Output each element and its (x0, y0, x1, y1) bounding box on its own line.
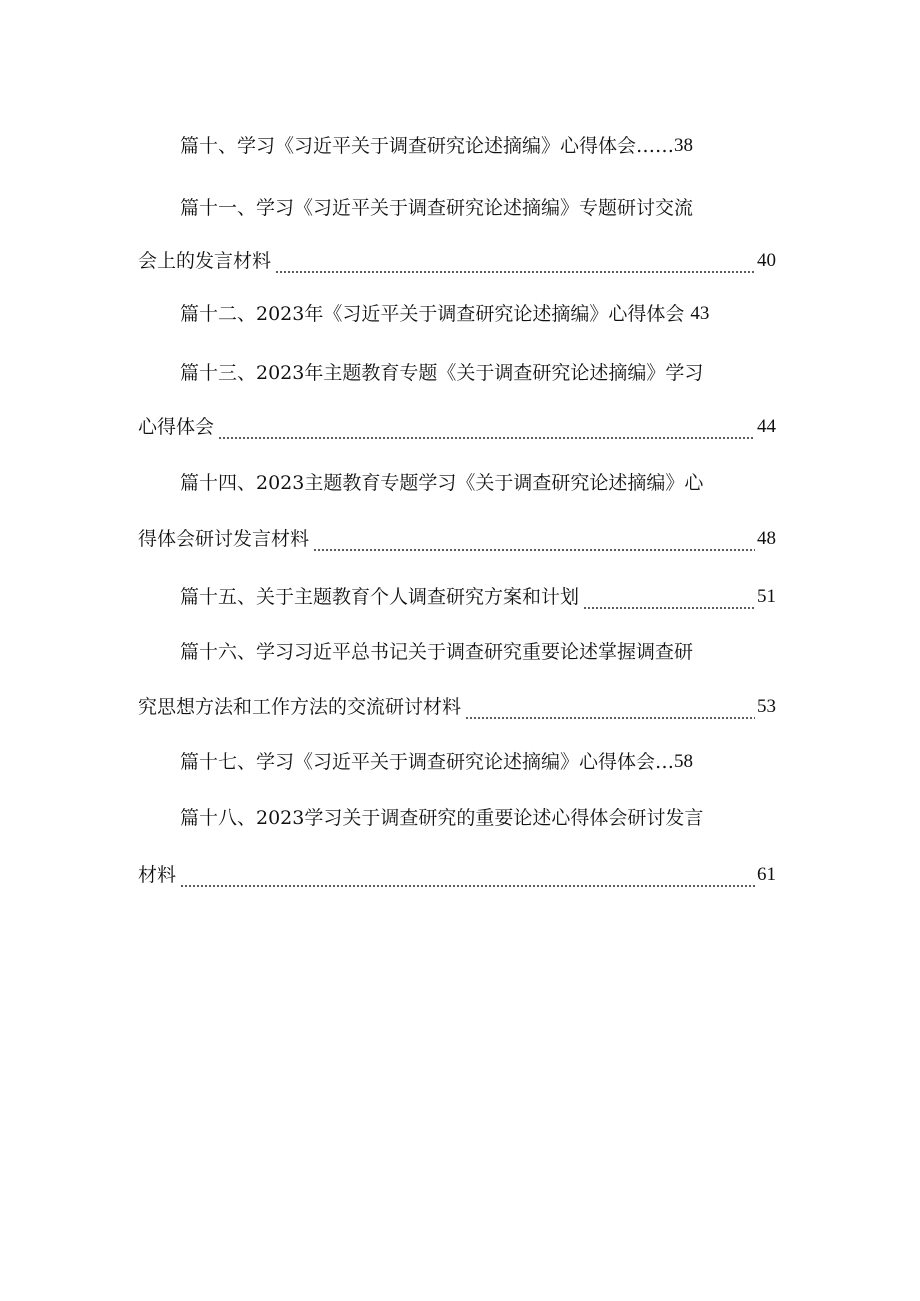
toc-page-number: 58 (674, 751, 694, 772)
toc-entry-13-continued[interactable] (138, 410, 776, 444)
dot-leader (465, 706, 755, 720)
toc-page-number: 43 (690, 303, 710, 324)
toc-page-number: 44 (757, 416, 776, 437)
toc-entry-18[interactable] (180, 801, 776, 835)
toc-entry-14[interactable] (180, 466, 776, 500)
toc-entry-13[interactable] (180, 356, 776, 390)
toc-entry-15[interactable] (180, 580, 776, 614)
toc-page-number: 61 (757, 864, 776, 885)
toc-entry-title: 篇十六、学习习近平总书记关于调查研究重要论述掌握调查研 (180, 641, 694, 663)
toc-entry-17[interactable] (180, 745, 776, 779)
toc-entry-title: 篇十四、2023主题教育专题学习《关于调查研究论述摘编》心 (180, 472, 704, 494)
toc-entry-14-continued[interactable] (138, 522, 776, 556)
toc-entry-title: 篇十八、2023学习关于调查研究的重要论述心得体会研讨发言 (180, 807, 704, 829)
toc-entry-title-continued: 究思想方法和工作方法的交流研讨材料 (138, 696, 462, 718)
dot-leader (275, 260, 755, 274)
dot-leader (180, 874, 755, 888)
toc-entry-title-continued: 会上的发言材料 (138, 250, 272, 272)
toc-page-number: 40 (757, 250, 776, 271)
toc-entry-leader: …… (636, 135, 675, 157)
toc-entry-title-continued: 材料 (138, 864, 177, 886)
toc-page-number: 48 (757, 528, 776, 549)
toc-entry-title-continued: 心得体会 (138, 416, 215, 438)
toc-entry-16[interactable] (180, 635, 776, 669)
toc-entry-title: 篇十、学习《习近平关于调查研究论述摘编》心得体会 (180, 135, 637, 157)
toc-page-number: 51 (757, 586, 776, 607)
toc-entry-leader: … (655, 751, 675, 773)
dot-leader (313, 538, 755, 552)
toc-entry-title: 篇十五、关于主题教育个人调查研究方案和计划 (180, 586, 580, 608)
toc-page-number: 38 (674, 135, 694, 156)
toc-entry-title: 篇十七、学习《习近平关于调查研究论述摘编》心得体会 (180, 751, 656, 773)
dot-leader (583, 596, 755, 610)
toc-entry-12[interactable] (180, 297, 776, 331)
dot-leader (218, 426, 755, 440)
toc-entry-title: 篇十三、2023年主题教育专题《关于调查研究论述摘编》学习 (180, 362, 704, 384)
toc-entry-18-continued[interactable] (138, 858, 776, 892)
toc-entry-16-continued[interactable] (138, 690, 776, 724)
toc-entry-10[interactable] (180, 129, 776, 163)
toc-page-number: 53 (757, 696, 776, 717)
toc-entry-title: 篇十二、2023年《习近平关于调查研究论述摘编》心得体会 (180, 303, 685, 325)
toc-entry-11[interactable] (180, 191, 776, 225)
toc-entry-11-continued[interactable] (138, 244, 776, 278)
toc-entry-title: 篇十一、学习《习近平关于调查研究论述摘编》专题研讨交流 (180, 197, 694, 219)
toc-entry-title-continued: 得体会研讨发言材料 (138, 528, 310, 550)
